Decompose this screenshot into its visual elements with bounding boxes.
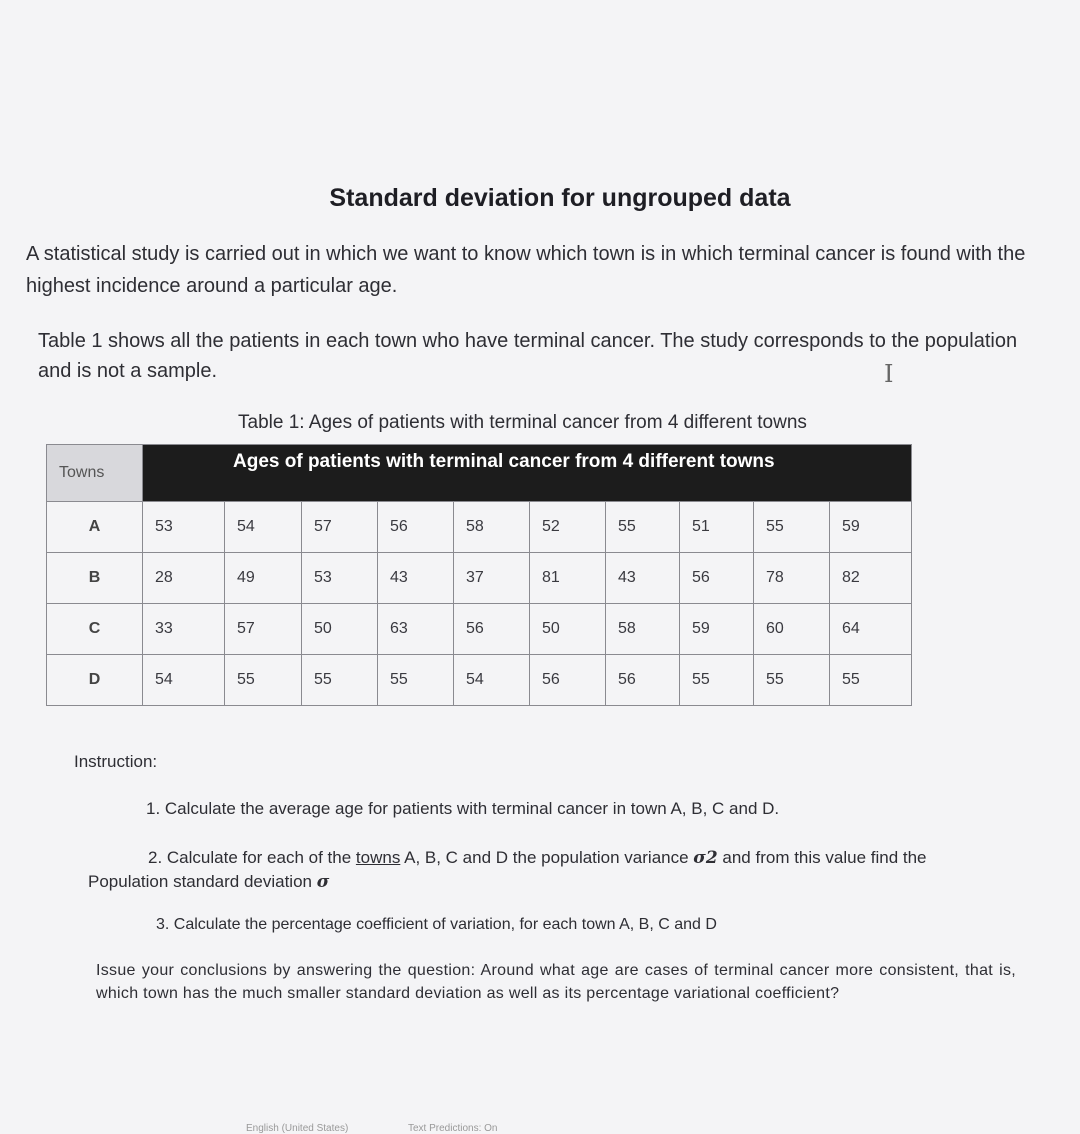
- age-cell: 55: [830, 655, 912, 706]
- table-row: [47, 553, 912, 604]
- age-cell: 55: [302, 655, 378, 706]
- age-cell: 55: [754, 655, 830, 706]
- age-cell: 54: [143, 655, 225, 706]
- town-cell: C: [47, 604, 143, 655]
- age-cell: 52: [530, 502, 606, 553]
- intro-paragraph: A statistical study is carried out in which we want to know which town is in which terminal cancer is found with the highest incidence around a particular age.: [26, 243, 1026, 297]
- age-cell: 60: [754, 604, 830, 655]
- age-cell: 43: [606, 553, 680, 604]
- age-cell: 63: [378, 604, 454, 655]
- age-cell: 54: [454, 655, 530, 706]
- age-cell: 53: [302, 553, 378, 604]
- age-cell: 58: [606, 604, 680, 655]
- age-cell: 50: [302, 604, 378, 655]
- instruction-2-text-a: 2. Calculate for each of the: [148, 848, 356, 867]
- age-cell: 56: [680, 553, 754, 604]
- age-cell: 59: [680, 604, 754, 655]
- page-title: Standard deviation for ungrouped data: [329, 184, 791, 212]
- age-cell: 57: [225, 604, 302, 655]
- instruction-label: Instruction:: [74, 752, 158, 771]
- age-cell: 33: [143, 604, 225, 655]
- age-cell: 51: [680, 502, 754, 553]
- age-cell: 58: [454, 502, 530, 553]
- sigma-symbol: σ: [316, 872, 330, 892]
- age-cell: 78: [754, 553, 830, 604]
- towns-header: Towns: [47, 445, 143, 502]
- town-cell: B: [47, 553, 143, 604]
- instruction-2-text-c: and from this value find the: [717, 848, 927, 867]
- age-cell: 54: [225, 502, 302, 553]
- age-cell: 56: [530, 655, 606, 706]
- age-cell: 55: [225, 655, 302, 706]
- age-cell: 56: [378, 502, 454, 553]
- language-status[interactable]: English (United States): [246, 1123, 349, 1134]
- age-cell: 50: [530, 604, 606, 655]
- town-cell: A: [47, 502, 143, 553]
- town-cell: D: [47, 655, 143, 706]
- age-cell: 37: [454, 553, 530, 604]
- text-predictions-status[interactable]: Text Predictions: On: [408, 1123, 498, 1134]
- table-row: [47, 502, 912, 553]
- age-cell: 28: [143, 553, 225, 604]
- age-cell: 55: [754, 502, 830, 553]
- towns-underlined: towns: [355, 848, 401, 867]
- table-row: [47, 604, 912, 655]
- age-cell: 53: [143, 502, 225, 553]
- age-cell: 57: [302, 502, 378, 553]
- table-caption: Table 1: Ages of patients with terminal cancer from 4 different towns: [238, 412, 807, 433]
- age-cell: 82: [830, 553, 912, 604]
- age-cell: 55: [680, 655, 754, 706]
- age-cell: 55: [606, 502, 680, 553]
- instruction-3: 3. Calculate the percentage coefficient of variation, for each town A, B, C and D: [156, 916, 717, 933]
- ages-table: [46, 444, 912, 706]
- age-cell: 81: [530, 553, 606, 604]
- instruction-2-text-d: Population standard deviation: [88, 872, 317, 891]
- table-header-row: [47, 445, 912, 502]
- instruction-1: 1. Calculate the average age for patients with terminal cancer in town A, B, C and D.: [146, 799, 780, 818]
- instruction-2: [88, 846, 1048, 894]
- sigma-squared-symbol: σ2: [693, 848, 718, 868]
- instruction-2-text-b: A, B, C and D the population variance: [400, 848, 694, 867]
- age-cell: 49: [225, 553, 302, 604]
- age-cell: 64: [830, 604, 912, 655]
- conclusion-paragraph: Issue your conclusions by answering the question: Around what age are cases of terminal cancer more consistent, that is, which town has the much smaller standard deviation as well as its percentage variational coefficient?: [96, 962, 1016, 1002]
- instruction-2-line1: [88, 846, 1048, 870]
- age-cell: 56: [606, 655, 680, 706]
- age-cell: 55: [378, 655, 454, 706]
- table-row: [47, 655, 912, 706]
- ages-header: Ages of patients with terminal cancer from 4 different towns: [143, 445, 912, 502]
- age-cell: 59: [830, 502, 912, 553]
- age-cell: 43: [378, 553, 454, 604]
- table-note-paragraph: Table 1 shows all the patients in each town who have terminal cancer. The study corresponds to the population and is not a sample.: [38, 330, 1018, 382]
- text-cursor-icon: I: [884, 360, 894, 388]
- instruction-2-line2: [88, 870, 1048, 894]
- age-cell: 56: [454, 604, 530, 655]
- status-bar: [0, 1120, 1080, 1134]
